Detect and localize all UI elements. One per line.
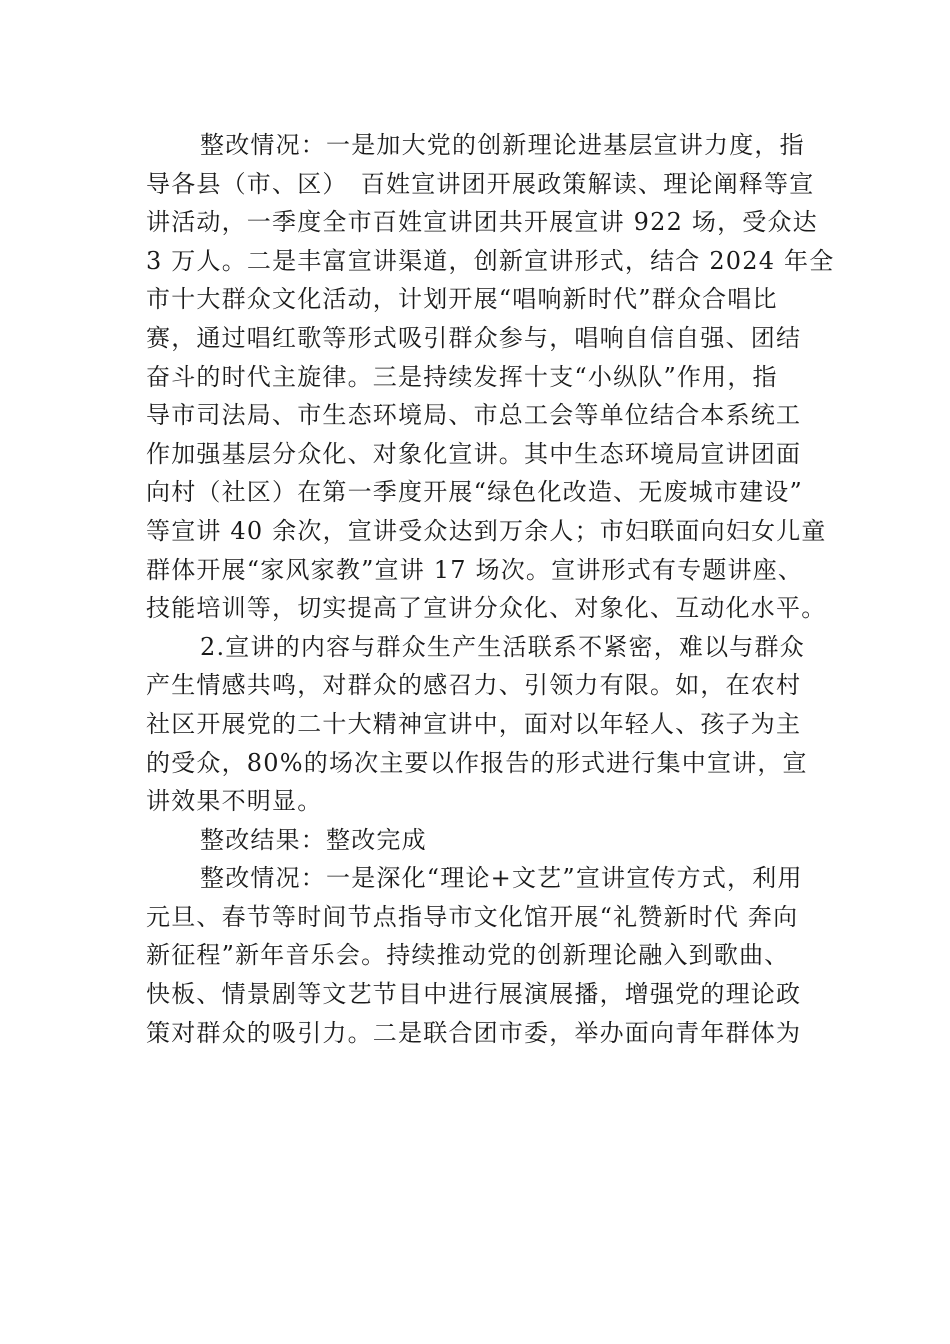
text-line: 产生情感共鸣，对群众的感召力、引领力有限。如，在农村 (146, 671, 802, 700)
text-line: 等宣讲 40 余次，宣讲受众达到万余人；市妇联面向妇女儿童 (146, 516, 827, 545)
text-line: 市十大群众文化活动，计划开展“唱响新时代”群众合唱比 (146, 285, 778, 314)
text-line: 赛，通过唱红歌等形式吸引群众参与，唱响自信自强、团结 (146, 323, 802, 352)
text-line: 新征程”新年音乐会。持续推动党的创新理论融入到歌曲、 (146, 941, 790, 970)
text-line: 2.宣讲的内容与群众生产生活联系不紧密，难以与群众 (200, 632, 805, 661)
paragraph-issue-2 (146, 628, 806, 821)
text-line: 向村（社区）在第一季度开展“绿色化改造、无废城市建设” (146, 478, 803, 507)
paragraph-rectification-status-2 (146, 859, 806, 1052)
text-line: 的受众，80%的场次主要以作报告的形式进行集中宣讲，宣 (146, 748, 808, 777)
paragraph-rectification-result (146, 821, 806, 860)
text-line: 快板、情景剧等文艺节目中进行展演展播，增强党的理论政 (146, 980, 802, 1009)
text-line: 技能培训等，切实提高了宣讲分众化、对象化、互动化水平。 (146, 594, 827, 623)
text-line: 作加强基层分众化、对象化宣讲。其中生态环境局宣讲团面 (146, 439, 802, 468)
text-line: 整改情况：一是深化“理论+文艺”宣讲宣传方式，利用 (200, 864, 803, 893)
text-line: 元旦、春节等时间节点指导市文化馆开展“礼赞新时代 奔向 (146, 902, 799, 931)
text-line: 整改情况：一是加大党的创新理论进基层宣讲力度，指 (200, 131, 805, 159)
text-line: 讲活动，一季度全市百姓宣讲团共开展宣讲 922 场，受众达 (146, 208, 818, 237)
document-body (146, 126, 835, 1052)
text-line: 社区开展党的二十大精神宣讲中，面对以年轻人、孩子为主 (146, 709, 802, 738)
text-line: 导市司法局、市生态环境局、市总工会等单位结合本系统工 (146, 401, 802, 430)
text-line: 讲效果不明显。 (146, 787, 323, 816)
text-line: 3 万人。二是丰富宣讲渠道，创新宣讲形式，结合 2024 年全 (146, 246, 835, 275)
text-line: 群体开展“家风家教”宣讲 17 场次。宣讲形式有专题讲座、 (146, 555, 804, 584)
text-line: 策对群众的吸引力。二是联合团市委，举办面向青年群体为 (146, 1018, 802, 1047)
text-line: 导各县（市、区） 百姓宣讲团开展政策解读、理论阐释等宣 (146, 169, 815, 198)
text-line: 整改结果：整改完成 (200, 825, 427, 854)
text-line: 奋斗的时代主旋律。三是持续发挥十支“小纵队”作用，指 (146, 362, 778, 391)
paragraph-rectification-status-1 (146, 126, 835, 628)
